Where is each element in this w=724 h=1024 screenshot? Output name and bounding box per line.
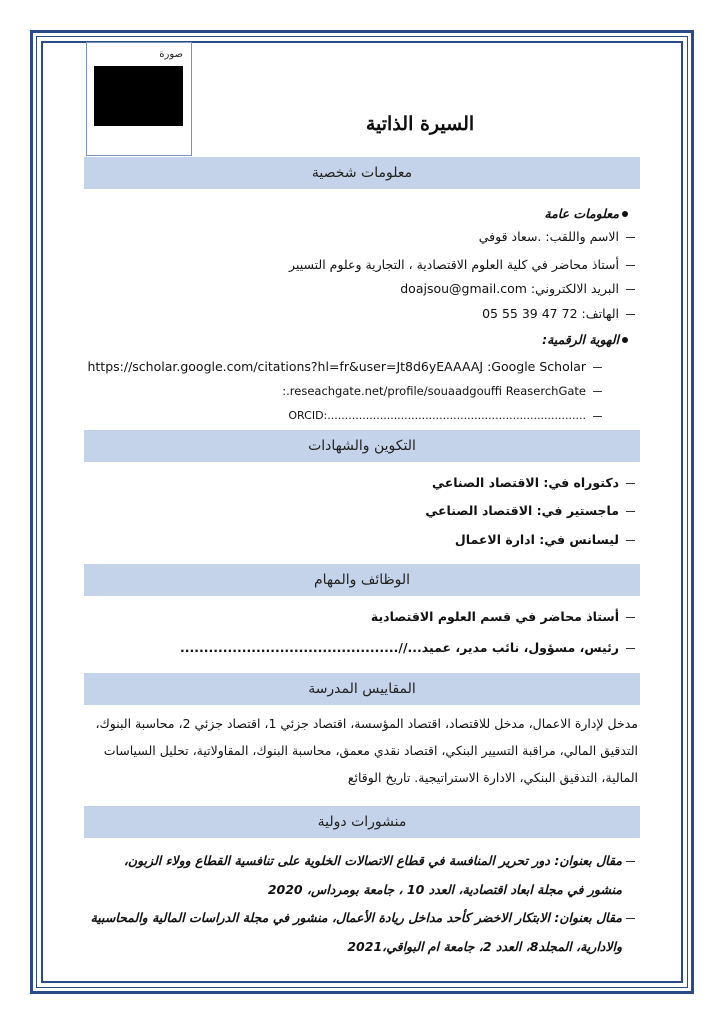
digital-id-heading: الهوية الرقمية: [542, 332, 619, 347]
dash-icon [626, 918, 635, 919]
bullet-dot-icon [622, 337, 628, 343]
email-field: البريد الالكتروني: doajsou@gmail.com [400, 281, 619, 296]
dash-icon [626, 483, 635, 484]
dash-icon [593, 367, 602, 368]
dash-icon [593, 416, 602, 417]
orcid-field: ..........................................................................:ORCID [288, 409, 586, 422]
bullet-dot-icon [622, 211, 628, 217]
page-title: السيرة الذاتية [365, 113, 475, 135]
dash-icon [626, 511, 635, 512]
google-scholar-link[interactable]: https://scholar.google.com/citations?hl=fr&user=Jt8d6yEAAAAJ :Google Scholar [87, 359, 586, 374]
photo-label: صورة [159, 49, 183, 60]
job-item: رئيس، مسؤول، نائب مدير، عميد...//.............................................. [179, 640, 619, 655]
dash-icon [626, 540, 635, 541]
section-courses: المقاييس المدرسة [84, 673, 640, 705]
courses-paragraph: مدخل لإدارة الاعمال، مدخل للاقتصاد، اقتصاد المؤسسة، اقتصاد جزئي 1، اقتصاد جزئي 2، محاسبة البنوك، التدقيق المالي، مراقبة التسيير البنكي، اقتصاد نقدي معمق، محاسبة البنوك، المقاولاتية، تحليل السياسات المالية، التدقيق البنكي، الادارة الاستراتيجية. تاريخ الوقائع [95, 716, 638, 785]
dash-icon [593, 391, 602, 392]
photo-placeholder [94, 66, 183, 126]
dash-icon [626, 861, 635, 862]
section-education: التكوين والشهادات [84, 430, 640, 462]
dash-icon [626, 648, 635, 649]
dash-icon [626, 237, 635, 238]
position-field: أستاذ محاضر في كلية العلوم الاقتصادية ، التجارية وعلوم التسيير [289, 257, 619, 272]
general-info-heading: معلومات عامة [544, 206, 619, 221]
section-jobs: الوظائف والمهام [84, 564, 640, 596]
dash-icon [626, 314, 635, 315]
publication-item: مقال بعنوان: دور تحرير المنافسة في قطاع الاتصالات الخلوية على تنافسية القطاع وولاء الزبون، منشور في مجلة ابعاد اقتصادية، العدد 10 ، جامعة بومرداس، 2020 [123, 853, 622, 897]
education-item: ماجستير في: الاقتصاد الصناعي [425, 503, 619, 518]
job-item: أستاذ محاضر في قسم العلوم الاقتصادية [370, 609, 619, 624]
phone-field: الهاتف: 72 47 39 55 05 [482, 306, 619, 321]
dash-icon [626, 289, 635, 290]
researchgate-link[interactable]: reseachgate.net/profile/souaadgouffi ReaserchGate.: [282, 384, 586, 398]
section-publications: منشورات دولية [84, 806, 640, 838]
publication-item: مقال بعنوان: الابتكار الاخضر كأحد مداخل ريادة الأعمال، منشور في مجلة الدراسات المالية والمحاسبية والادارية، المجلد8، العدد 2، جامعة ام البواقي،2021 [90, 910, 622, 954]
section-personal-info: معلومات شخصية [84, 157, 640, 189]
education-item: دكتوراه في: الاقتصاد الصناعي [432, 475, 619, 490]
dash-icon [626, 265, 635, 266]
education-item: ليسانس في: ادارة الاعمال [454, 532, 619, 547]
dash-icon [626, 617, 635, 618]
photo-frame [86, 42, 192, 156]
name-field: الاسم واللقب: .سعاد قوفي [478, 229, 619, 244]
